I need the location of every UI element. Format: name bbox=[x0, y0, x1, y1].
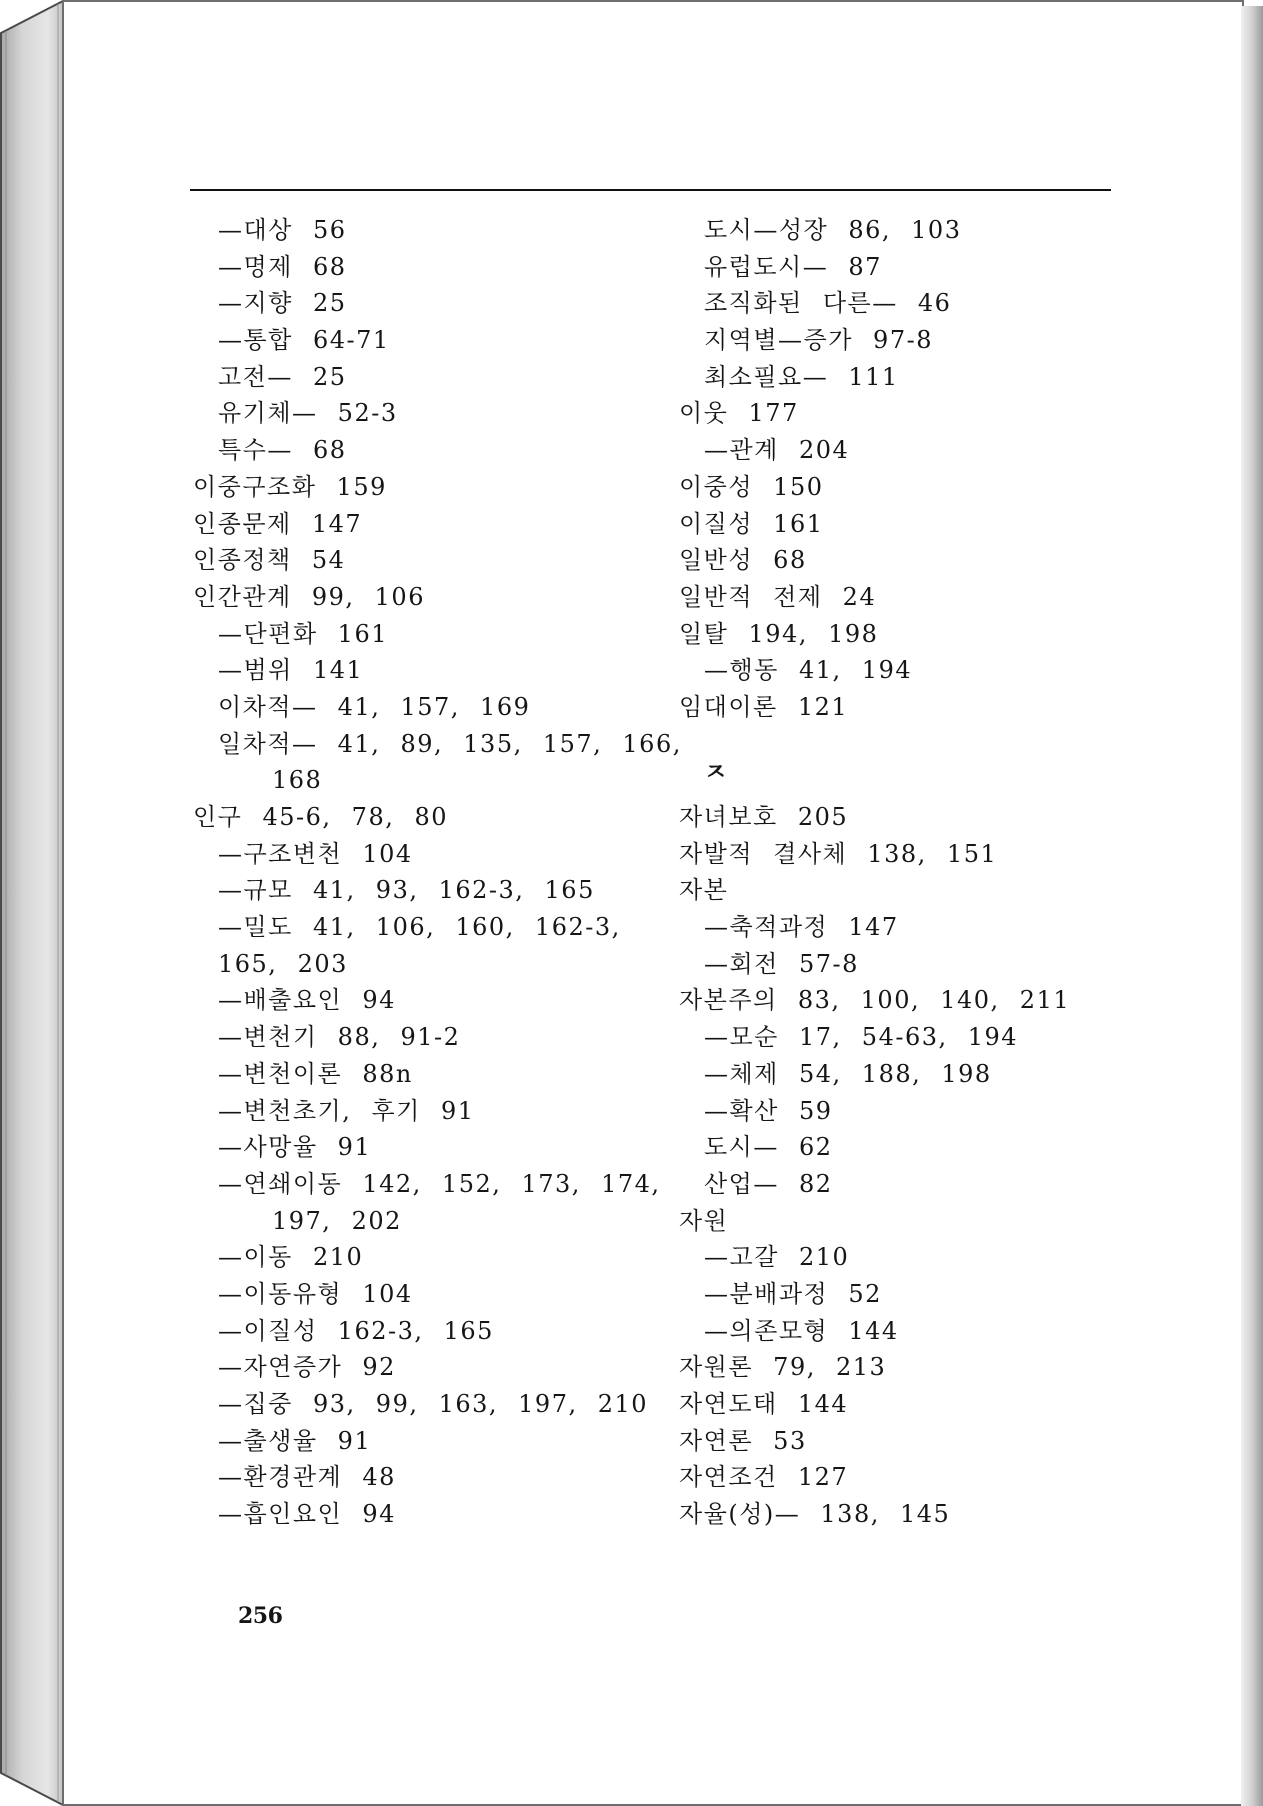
index-subentry: 산업— 82 bbox=[704, 1169, 833, 1198]
index-subentry: —이동유형 104 bbox=[218, 1279, 413, 1308]
index-entry-continuation: 197, 202 bbox=[272, 1206, 402, 1235]
index-subentry: —행동 41, 194 bbox=[704, 656, 913, 685]
index-subentry: —집중 93, 99, 163, 197, 210 bbox=[218, 1390, 649, 1418]
index-subentry: —사망율 91 bbox=[218, 1133, 372, 1162]
index-subentry: —변천이론 88n bbox=[218, 1059, 413, 1088]
index-entry: 인종정책 54 bbox=[193, 546, 346, 575]
index-subentry: —회전 57-8 bbox=[704, 949, 859, 978]
header-rule bbox=[190, 189, 1111, 191]
index-entry: 자원 bbox=[679, 1206, 729, 1235]
index-subentry: —변천기 88, 91-2 bbox=[218, 1023, 461, 1052]
index-subentry: —범위 141 bbox=[218, 656, 364, 685]
index-subentry: 특수— 68 bbox=[218, 436, 347, 465]
index-subentry: —배출요인 94 bbox=[218, 986, 396, 1015]
index-subentry: 유럽도시— 87 bbox=[704, 252, 882, 281]
index-subentry: —환경관계 48 bbox=[218, 1463, 396, 1492]
index-subentry: —연쇄이동 142, 152, 173, 174, bbox=[218, 1169, 661, 1198]
index-subentry: —규모 41, 93, 162-3, 165 bbox=[218, 876, 595, 905]
index-subentry: 도시—성장 86, 103 bbox=[704, 216, 962, 244]
index-subentry: —모순 17, 54-63, 194 bbox=[704, 1023, 1019, 1052]
index-subentry: —이동 210 bbox=[218, 1243, 364, 1272]
index-subentry: —자연증가 92 bbox=[218, 1353, 396, 1382]
index-subentry: —흡인요인 94 bbox=[218, 1500, 396, 1529]
index-subentry: —대상 56 bbox=[218, 216, 347, 244]
index-subentry: —단편화 161 bbox=[218, 619, 388, 648]
index-subentry: 최소필요— 111 bbox=[704, 362, 899, 391]
index-subentry: —명제 68 bbox=[218, 252, 347, 281]
index-subentry: —지향 25 bbox=[218, 289, 347, 318]
page-edge-shadow bbox=[1241, 6, 1263, 1806]
index-entry: 자본주의 83, 100, 140, 211 bbox=[679, 986, 1071, 1015]
index-subentry: 일차적— 41, 89, 135, 157, 166, bbox=[218, 729, 682, 758]
index-subentry: 유기체— 52-3 bbox=[218, 399, 398, 428]
index-entry: 자연도태 144 bbox=[679, 1390, 849, 1418]
index-subentry: —변천초기, 후기 91 bbox=[218, 1096, 475, 1125]
index-entry: 일반성 68 bbox=[679, 546, 807, 575]
index-entry-continuation: 165, 203 bbox=[218, 949, 348, 978]
index-subentry: —고갈 210 bbox=[704, 1243, 850, 1272]
index-entry: 인종문제 147 bbox=[193, 509, 363, 538]
index-entry: 자율(성)— 138, 145 bbox=[679, 1500, 951, 1529]
index-subentry: —분배과정 52 bbox=[704, 1279, 882, 1308]
index-entry: 일반적 전제 24 bbox=[679, 582, 877, 611]
index-subentry: 이차적— 41, 157, 169 bbox=[218, 692, 531, 721]
index-subentry: —축적과정 147 bbox=[704, 913, 899, 942]
index-column-right bbox=[679, 212, 1149, 1533]
index-entry: 일탈 194, 198 bbox=[679, 619, 879, 648]
index-entry: 이중성 150 bbox=[679, 472, 824, 501]
index-entry: 자원론 79, 213 bbox=[679, 1353, 887, 1382]
index-subentry: —체제 54, 188, 198 bbox=[704, 1059, 992, 1088]
index-entry: 자녀보호 205 bbox=[679, 803, 849, 831]
index-entry: 임대이론 121 bbox=[679, 692, 849, 721]
index-subentry: —의존모형 144 bbox=[704, 1316, 899, 1345]
index-subentry: —관계 204 bbox=[704, 436, 850, 465]
index-entry: 자연조건 127 bbox=[679, 1463, 849, 1492]
index-subentry: —이질성 162-3, 165 bbox=[218, 1316, 494, 1345]
index-entry-continuation: 168 bbox=[272, 766, 323, 795]
index-entry: 자연론 53 bbox=[679, 1426, 807, 1455]
index-subentry: —확산 59 bbox=[704, 1096, 833, 1125]
index-entry: 이중구조화 159 bbox=[193, 472, 387, 501]
index-subentry: —구조변천 104 bbox=[218, 839, 413, 868]
index-subentry: 도시— 62 bbox=[704, 1133, 833, 1162]
index-subentry: —밀도 41, 106, 160, 162-3, bbox=[218, 913, 621, 942]
index-entry: 자발적 결사체 138, 151 bbox=[679, 839, 998, 868]
index-entry: 이질성 161 bbox=[679, 509, 824, 538]
book-spine bbox=[1, 1, 63, 1805]
index-entry: 인간관계 99, 106 bbox=[193, 582, 425, 611]
index-subentry: 지역별—증가 97-8 bbox=[704, 326, 933, 355]
index-column-left bbox=[193, 212, 682, 1533]
index-subentry: —출생율 91 bbox=[218, 1426, 372, 1455]
index-subentry: 조직화된 다른— 46 bbox=[704, 289, 952, 318]
index-entry: 이웃 177 bbox=[679, 399, 799, 428]
index-subentry: —통합 64-71 bbox=[218, 326, 390, 355]
index-entry: 인구 45-6, 78, 80 bbox=[193, 803, 449, 831]
index-entry: 자본 bbox=[679, 876, 729, 905]
index-subentry: 고전— 25 bbox=[218, 362, 347, 391]
section-letter: ㅈ bbox=[704, 757, 729, 787]
page-number: 256 bbox=[238, 1603, 283, 1629]
